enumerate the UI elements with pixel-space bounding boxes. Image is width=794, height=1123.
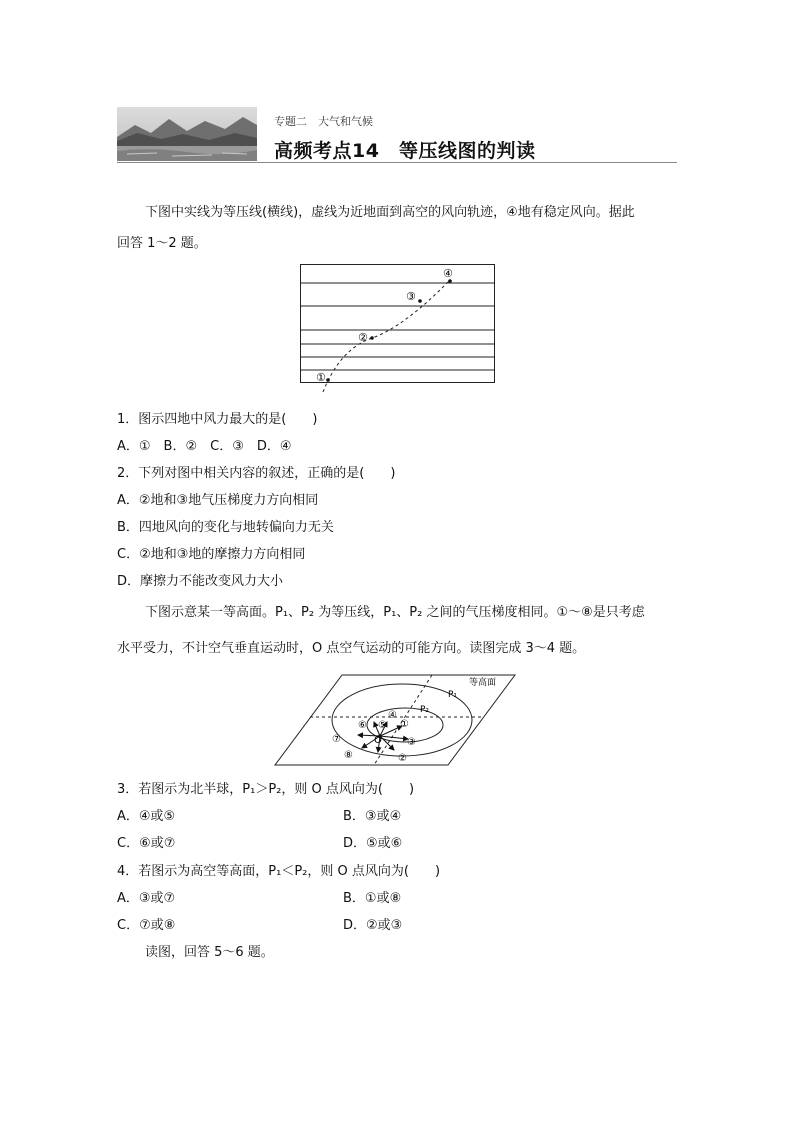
- direction-6-label: ⑥: [358, 720, 367, 731]
- q4-option-d: D．②或③: [343, 918, 403, 933]
- p1-label: P₁: [448, 690, 458, 700]
- q3-option-a: A．④或⑤: [117, 809, 176, 824]
- section-label: 专题二 大气和气候: [274, 115, 373, 128]
- figure1-isobar-diagram: [300, 264, 500, 398]
- q3-option-b: B．③或④: [343, 809, 402, 824]
- figure2-isobar-plane-diagram: [270, 672, 520, 774]
- figure1-point-2-label: ②: [358, 331, 368, 344]
- direction-2-label: ②: [398, 753, 407, 764]
- direction-5-label: ⑤: [378, 720, 387, 731]
- q2-option-b: B．四地风向的变化与地转偏向力无关: [117, 520, 334, 535]
- intro3-line1: 读图，回答 5～6 题。: [145, 945, 274, 960]
- direction-4-label: ④: [388, 710, 397, 721]
- q4-option-c: C．⑦或⑧: [117, 918, 176, 933]
- q2-stem: 2．下列对图中相关内容的叙述，正确的是( ): [117, 466, 396, 481]
- q1-options: A．① B．② C．③ D．④: [117, 439, 292, 454]
- direction-8-label: ⑧: [344, 750, 353, 761]
- q2-option-a: A．②地和③地气压梯度力方向相同: [117, 493, 319, 508]
- figure1-point-1-label: ①: [316, 371, 326, 384]
- page-title: 高频考点14 等压线图的判读: [274, 140, 536, 162]
- figure1-point-4-label: ④: [443, 267, 453, 280]
- q4-option-a: A．③或⑦: [117, 891, 176, 906]
- direction-3-label: ③: [407, 737, 416, 748]
- q3-stem: 3．若图示为北半球，P₁＞P₂，则 O 点风向为( ): [117, 782, 415, 797]
- header-divider: [117, 162, 677, 163]
- intro1-line1: 下图中实线为等压线(横线)，虚线为近地面到高空的风向轨迹，④地有稳定风向。据此: [145, 205, 635, 220]
- q2-option-c: C．②地和③地的摩擦力方向相同: [117, 547, 306, 562]
- o-point-label: O: [374, 735, 382, 746]
- q4-stem: 4．若图示为高空等高面，P₁＜P₂，则 O 点风向为( ): [117, 864, 441, 879]
- figure1-point-3-label: ③: [406, 290, 416, 303]
- p2-label: P₂: [420, 705, 430, 715]
- header-landscape-image: [117, 107, 257, 161]
- direction-7-label: ⑦: [332, 734, 341, 745]
- q3-option-c: C．⑥或⑦: [117, 836, 176, 851]
- q4-option-b: B．①或⑧: [343, 891, 402, 906]
- q1-stem: 1．图示四地中风力最大的是( ): [117, 412, 318, 427]
- intro2-line1: 下图示意某一等高面。P₁、P₂ 为等压线，P₁、P₂ 之间的气压梯度相同。①～⑧是只考虑: [145, 605, 645, 620]
- q2-option-d: D．摩擦力不能改变风力大小: [117, 574, 284, 589]
- direction-1-label: ①: [400, 719, 409, 730]
- q3-option-d: D．⑤或⑥: [343, 836, 403, 851]
- intro1-line2: 回答 1～2 题。: [117, 236, 207, 251]
- plane-label: 等高面: [469, 678, 497, 688]
- intro2-line2: 水平受力，不计空气垂直运动时，O 点空气运动的可能方向。读图完成 3～4 题。: [117, 641, 586, 656]
